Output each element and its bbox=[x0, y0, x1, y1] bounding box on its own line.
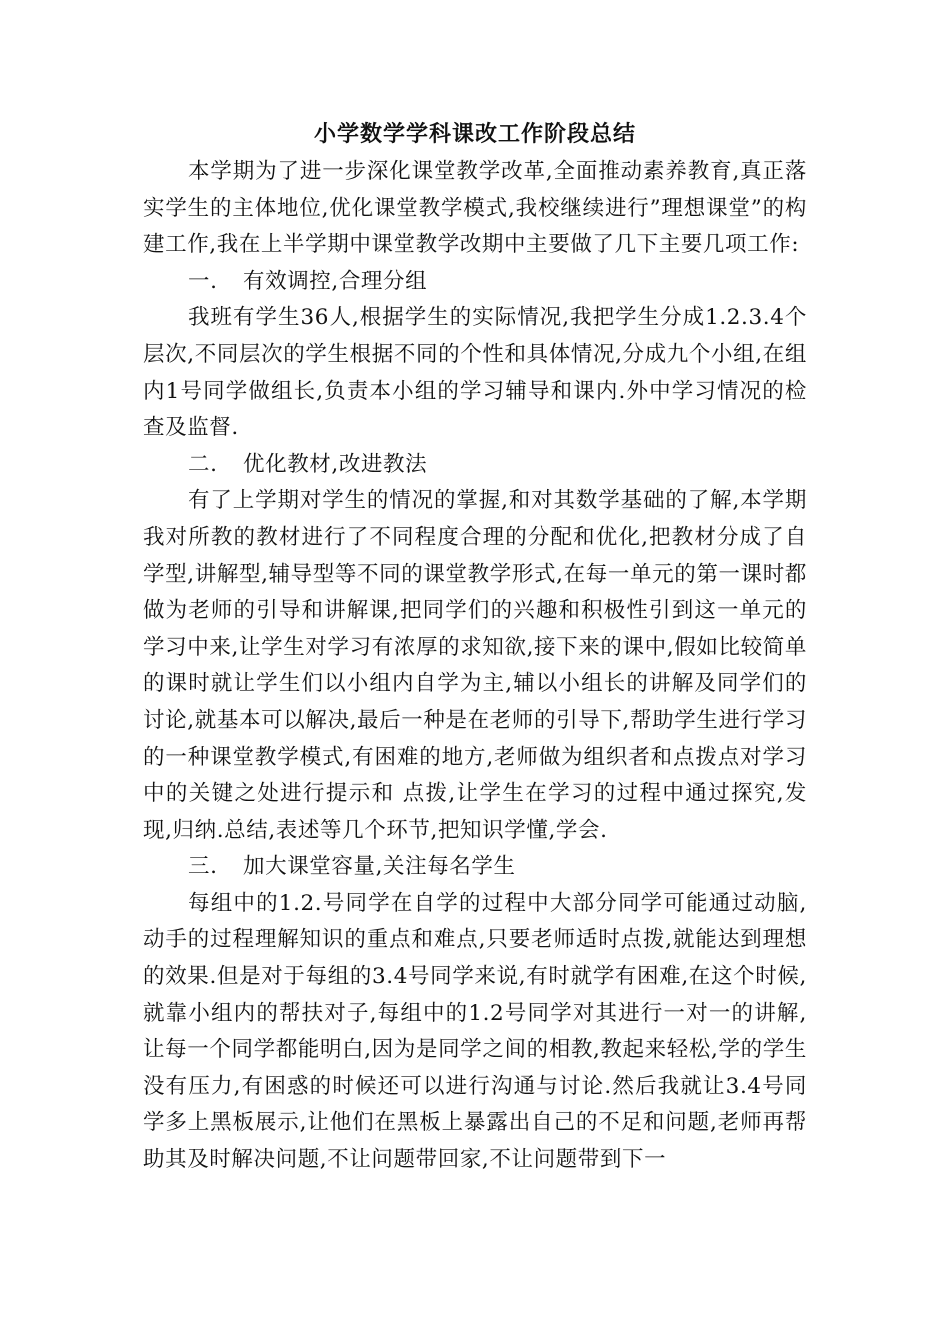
section-3-number: 三. bbox=[188, 854, 218, 880]
section-3-body: 每组中的1.2.号同学在自学的过程中大部分同学可能通过动脑,动手的过程理解知识的重点和难点,只要老师适时点拨,就能达到理想的效果.但是对于每组的3.4号同学来说,有时就学有困难,在这个时候,就靠小组内的帮扶对子,每组中的1.2号同学对其进行一对一的讲解,让每一个同学都能明白,因为是同学之间的相教,教起来轻松,学的学生没有压力,有困惑的时候还可以进行沟通与讨论.然后我就让3.4号同学多上黑板展示,让他们在黑板上暴露出自己的不足和问题,老师再帮助其及时解决问题,不让问题带回家,不让问题带到下一 bbox=[143, 890, 807, 1173]
section-2-title: 优化教材,改进教法 bbox=[243, 451, 428, 477]
section-1-heading bbox=[143, 264, 807, 301]
intro-paragraph: 本学期为了进一步深化课堂教学改革,全面推动素养教育,真正落实学生的主体地位,优化课堂教学模式,我校继续进行”理想课堂”的构建工作,我在上半学期中课堂教学改期中主要做了几下主要几项工作: bbox=[143, 159, 807, 258]
section-1-body: 我班有学生36人,根据学生的实际情况,我把学生分成1.2.3.4个层次,不同层次的学生根据不同的个性和具体情况,分成九个小组,在组内1号同学做组长,负责本小组的学习辅导和课内.外中学习情况的检查及监督. bbox=[143, 305, 807, 441]
section-2-body: 有了上学期对学生的情况的掌握,和对其数学基础的了解,本学期我对所教的教材进行了不同程度合理的分配和优化,把教材分成了自学型,讲解型,辅导型等不同的课堂教学形式,在每一单元的第一课时都做为老师的引导和讲解课,把同学们的兴趣和积极性引到这一单元的学习中来,让学生对学习有浓厚的求知欲,接下来的课中,假如比较简单的课时就让学生们以小组内自学为主,辅以小组长的讲解及同学们的讨论,就基本可以解决,最后一种是在老师的引导下,帮助学生进行学习的一种课堂教学模式,有困难的地方,老师做为组织者和点拨点对学习中的关键之处进行提示和 点拨,让学生在学习的过程中通过探究,发现,归纳.总结,表述等几个环节,把知识学懂,学会. bbox=[143, 488, 807, 843]
section-2-heading bbox=[143, 447, 807, 484]
section-3-heading bbox=[143, 849, 807, 886]
document-title: 小学数学学科课改工作阶段总结 bbox=[313, 121, 636, 147]
document-page bbox=[143, 116, 807, 1179]
section-2-number: 二. bbox=[188, 451, 218, 477]
section-1-title: 有效调控,合理分组 bbox=[243, 268, 428, 294]
section-3-title: 加大课堂容量,关注每名学生 bbox=[243, 854, 516, 880]
section-1-number: 一. bbox=[188, 268, 218, 294]
